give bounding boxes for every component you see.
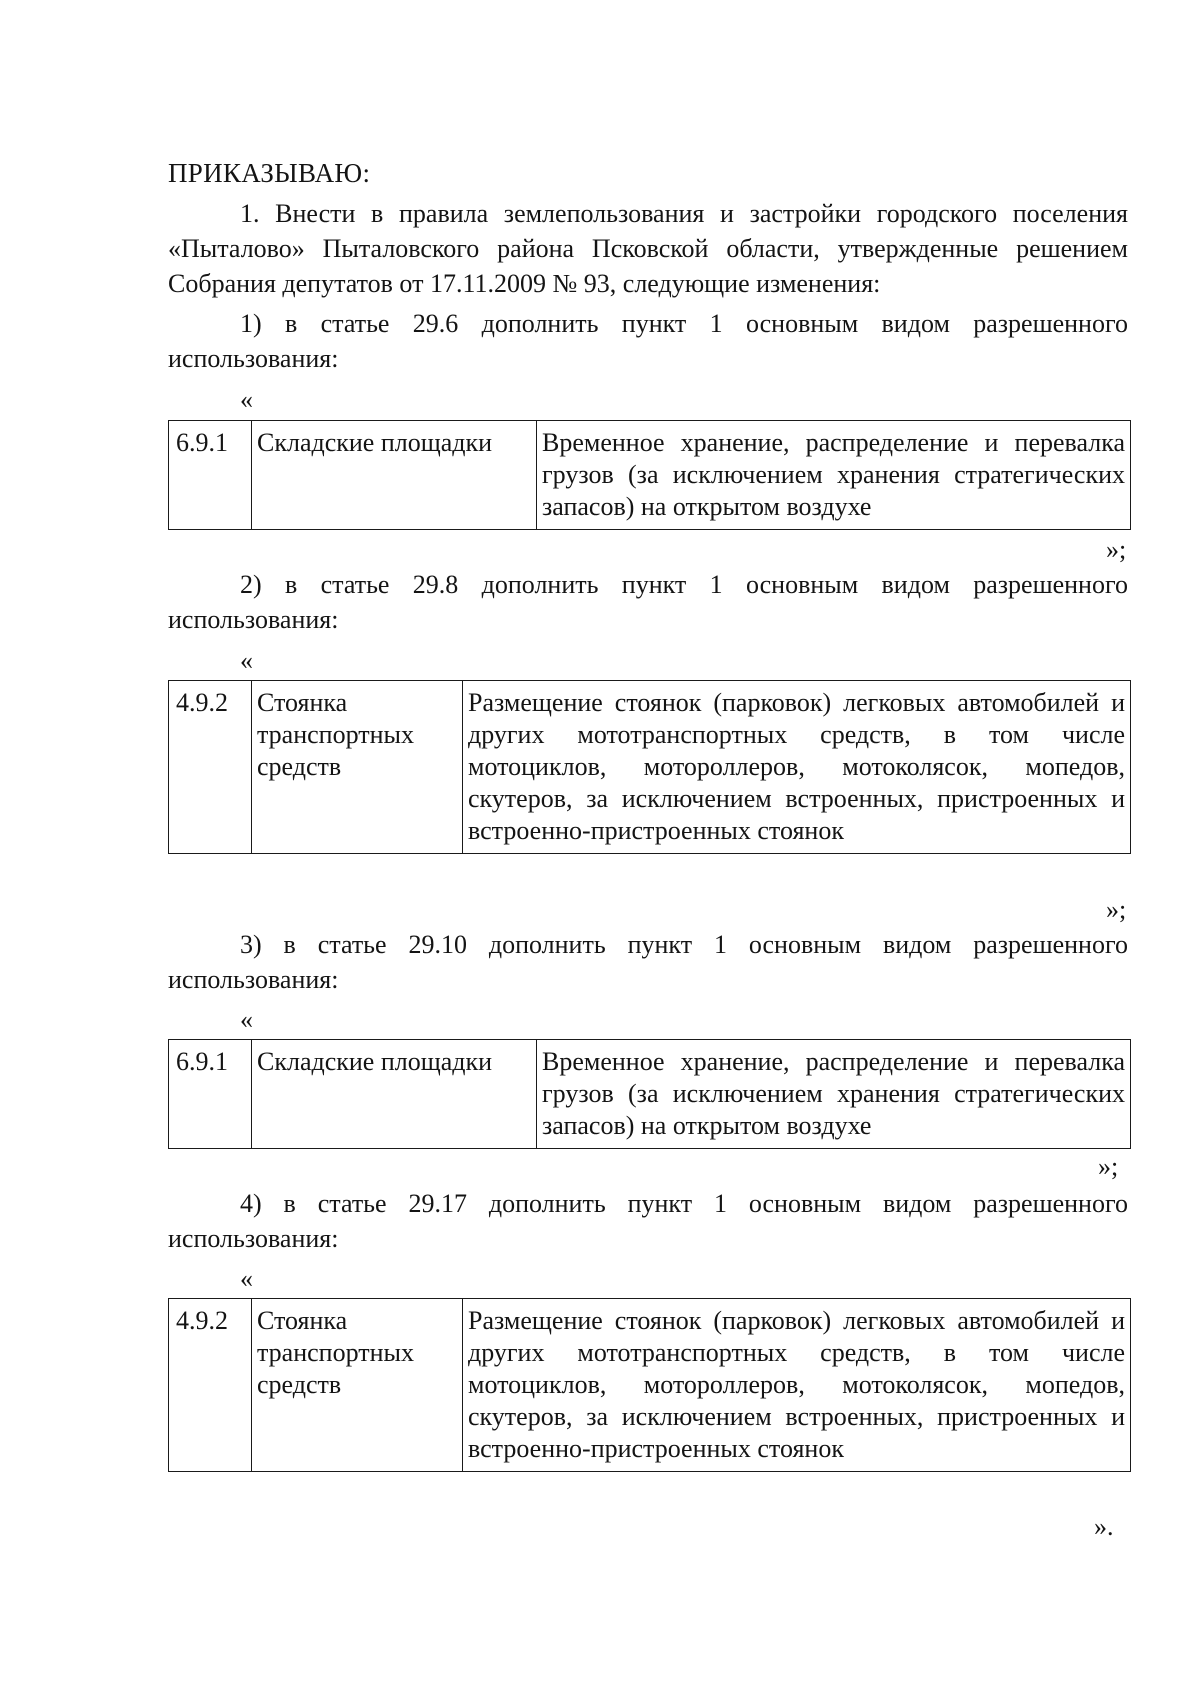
item-2-close-quote: »; — [1106, 895, 1127, 924]
item-3-code: 6.9.1 — [169, 1040, 252, 1149]
item-2-description: Размещение стоянок (парковок) легковых автомобилей и других мототранспортных средств, в том числе мотоциклов, мотороллеров, мотоколясок, мопедов, скутеров, за исключением встроенных, пристроенных и встроенно-пристроенных стоянок — [463, 681, 1131, 854]
item-3-description: Временное хранение, распределение и перевалка грузов (за исключением хранения стратегических запасов) на открытом воздухе — [537, 1040, 1131, 1149]
intro-paragraph — [168, 196, 1128, 301]
item-2-name: Стоянка транспортных средств — [252, 681, 463, 854]
table-row — [169, 681, 1131, 854]
table-row — [169, 1299, 1131, 1472]
item-4-text: 4) в статье 29.17 дополнить пункт 1 основным видом разрешенного использования: — [168, 1189, 1128, 1253]
item-4-open-quote: « — [240, 1264, 253, 1293]
item-4-name: Стоянка транспортных средств — [252, 1299, 463, 1472]
item-4-code: 4.9.2 — [169, 1299, 252, 1472]
item-1-open-quote: « — [240, 385, 253, 414]
item-1-name: Складские площадки — [252, 421, 537, 530]
item-1-code: 6.9.1 — [169, 421, 252, 530]
item-4-description: Размещение стоянок (парковок) легковых автомобилей и других мототранспортных средств, в том числе мотоциклов, мотороллеров, мотоколясок, мопедов, скутеров, за исключением встроенных, пристроенных и встроенно-пристроенных стоянок — [463, 1299, 1131, 1472]
item-1-paragraph — [168, 306, 1128, 376]
item-4-close-quote: ». — [1094, 1512, 1114, 1541]
table-row — [169, 421, 1131, 530]
item-2-open-quote: « — [240, 646, 253, 675]
order-heading: ПРИКАЗЫВАЮ: — [168, 158, 371, 188]
item-4-paragraph — [168, 1186, 1128, 1256]
item-2-table — [168, 680, 1131, 854]
item-3-text: 3) в статье 29.10 дополнить пункт 1 основным видом разрешенного использования: — [168, 930, 1128, 994]
item-3-name: Складские площадки — [252, 1040, 537, 1149]
table-row — [169, 1040, 1131, 1149]
item-4-table — [168, 1298, 1131, 1472]
item-1-close-quote: »; — [1106, 535, 1127, 564]
item-1-text: 1) в статье 29.6 дополнить пункт 1 основным видом разрешенного использования: — [168, 309, 1128, 373]
item-3-close-quote: »; — [1098, 1152, 1119, 1181]
item-3-paragraph — [168, 927, 1128, 997]
item-2-text: 2) в статье 29.8 дополнить пункт 1 основным видом разрешенного использования: — [168, 570, 1128, 634]
item-3-open-quote: « — [240, 1005, 253, 1034]
item-1-table — [168, 420, 1131, 530]
intro-text: 1. Внести в правила землепользования и застройки городского поселения «Пыталово» Пыталовского района Псковской области, утвержденные решением Собрания депутатов от 17.11.2009 № 93, следующие изменения: — [168, 199, 1128, 298]
item-1-description: Временное хранение, распределение и перевалка грузов (за исключением хранения стратегических запасов) на открытом воздухе — [537, 421, 1131, 530]
item-2-code: 4.9.2 — [169, 681, 252, 854]
item-3-table — [168, 1039, 1131, 1149]
item-2-paragraph — [168, 567, 1128, 637]
